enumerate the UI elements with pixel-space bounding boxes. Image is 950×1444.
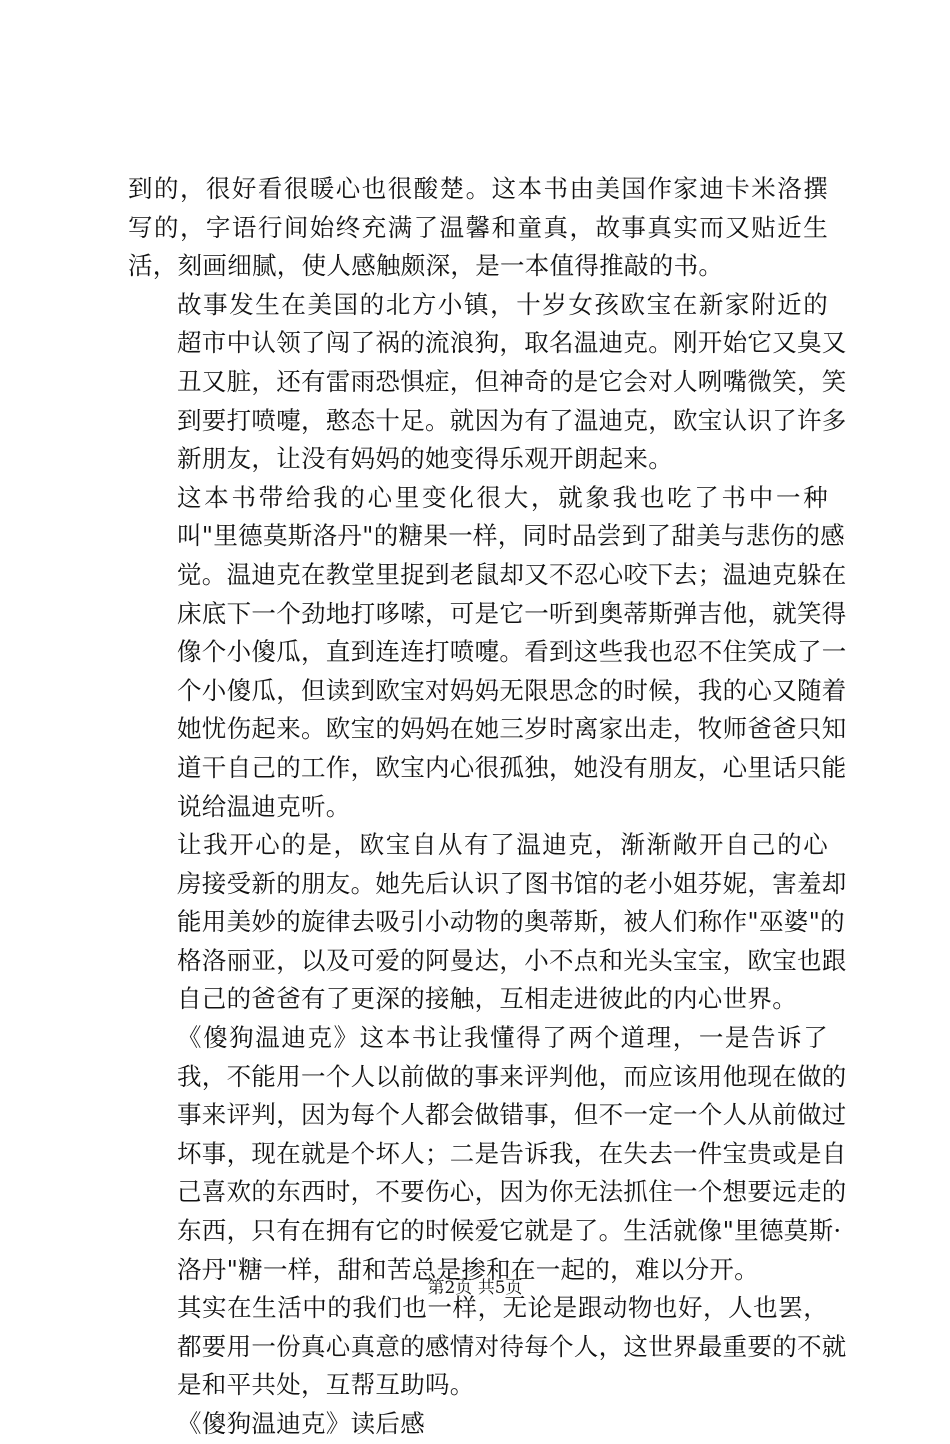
text-line: 格洛丽亚，以及可爱的阿曼达，小不点和光头宝宝，欧宝也跟	[177, 945, 847, 975]
text-line: 是和平共处，互帮互助吗。	[177, 1370, 475, 1400]
text-line: 像个小傻瓜，直到连连打喷嚏。看到这些我也忍不住笑成了一	[177, 637, 847, 667]
text-line: 事来评判，因为每个人都会做错事，但不一定一个人从前做过	[177, 1100, 847, 1130]
paragraph	[128, 1405, 828, 1444]
text-line: 超市中认领了闯了祸的流浪狗，取名温迪克。刚开始它又臭又	[177, 328, 847, 358]
text-line: 丑又脏，还有雷雨恐惧症，但神奇的是它会对人咧嘴微笑，笑	[177, 366, 847, 396]
document-body	[128, 170, 847, 1444]
text-line: 故事发生在美国的北方小镇，十岁女孩欧宝在新家附近的	[177, 289, 828, 319]
page-number-label: 第2页 共5页	[427, 1278, 523, 1298]
text-line: 洛丹"糖一样，甜和苦总是掺和在一起的，难以分开。	[177, 1254, 759, 1284]
paragraph	[128, 1289, 847, 1405]
text-line: 《傻狗温迪克》这本书让我懂得了两个道理，一是告诉了	[177, 1023, 828, 1053]
text-line: 道干自己的工作，欧宝内心很孤独，她没有朋友，心里话只能	[177, 752, 847, 782]
text-line: 自己的爸爸有了更深的接触，互相走进彼此的内心世界。	[177, 984, 797, 1014]
text-line: 新朋友，让没有妈妈的她变得乐观开朗起来。	[177, 444, 673, 474]
text-line: 她忧伤起来。欧宝的妈妈在她三岁时离家出走，牧师爸爸只知	[177, 714, 847, 744]
text-line: 坏事，现在就是个坏人；二是告诉我，在失去一件宝贵或是自	[177, 1138, 847, 1168]
paragraph	[128, 286, 847, 479]
text-line: 房接受新的朋友。她先后认识了图书馆的老小姐芬妮，害羞却	[177, 868, 847, 898]
text-line: 到的，很好看很暖心也很酸楚。这本书由美国作家迪卡米洛撰	[128, 174, 828, 203]
text-line: 床底下一个劲地打哆嗦，可是它一听到奥蒂斯弹吉他，就笑得	[177, 598, 847, 628]
text-line: 都要用一份真心真意的感情对待每个人，这世界最重要的不就	[177, 1331, 847, 1361]
text-line: 己喜欢的东西时，不要伤心，因为你无法抓住一个想要远走的	[177, 1177, 847, 1207]
paragraph	[128, 170, 828, 286]
text-line: 让我开心的是，欧宝自从有了温迪克，渐渐敞开自己的心	[177, 830, 828, 860]
text-line: 《傻狗温迪克》读后感	[177, 1409, 425, 1438]
paragraph	[128, 1019, 847, 1289]
text-line: 能用美妙的旋律去吸引小动物的奥蒂斯，被人们称作"巫婆"的	[177, 907, 845, 937]
text-line: 这本书带给我的心里变化很大，就象我也吃了书中一种	[177, 482, 828, 512]
text-line: 说给温迪克听。	[177, 791, 351, 821]
text-line: 活，刻画细腻，使人感触颇深，是一本值得推敲的书。	[128, 251, 724, 281]
text-line: 东西，只有在拥有它的时候爱它就是了。生活就像"里德莫斯·	[177, 1216, 842, 1246]
paragraph	[128, 479, 847, 826]
text-line: 叫"里德莫斯洛丹"的糖果一样，同时品尝到了甜美与悲伤的感	[177, 521, 845, 551]
paragraph	[128, 826, 847, 1019]
text-line: 个小傻瓜，但读到欧宝对妈妈无限思念的时候，我的心又随着	[177, 675, 847, 705]
text-line: 写的，字语行间始终充满了温馨和童真，故事真实而又贴近生	[128, 212, 828, 242]
text-line: 其实在生活中的我们也一样，无论是跟动物也好，人也罢，	[177, 1293, 828, 1323]
text-line: 我，不能用一个人以前做的事来评判他，而应该用他现在做的	[177, 1061, 847, 1091]
page-footer	[0, 1273, 950, 1298]
text-line: 到要打喷嚏，憨态十足。就因为有了温迪克，欧宝认识了许多	[177, 405, 847, 435]
text-line: 觉。温迪克在教堂里捉到老鼠却又不忍心咬下去；温迪克躲在	[177, 559, 847, 589]
